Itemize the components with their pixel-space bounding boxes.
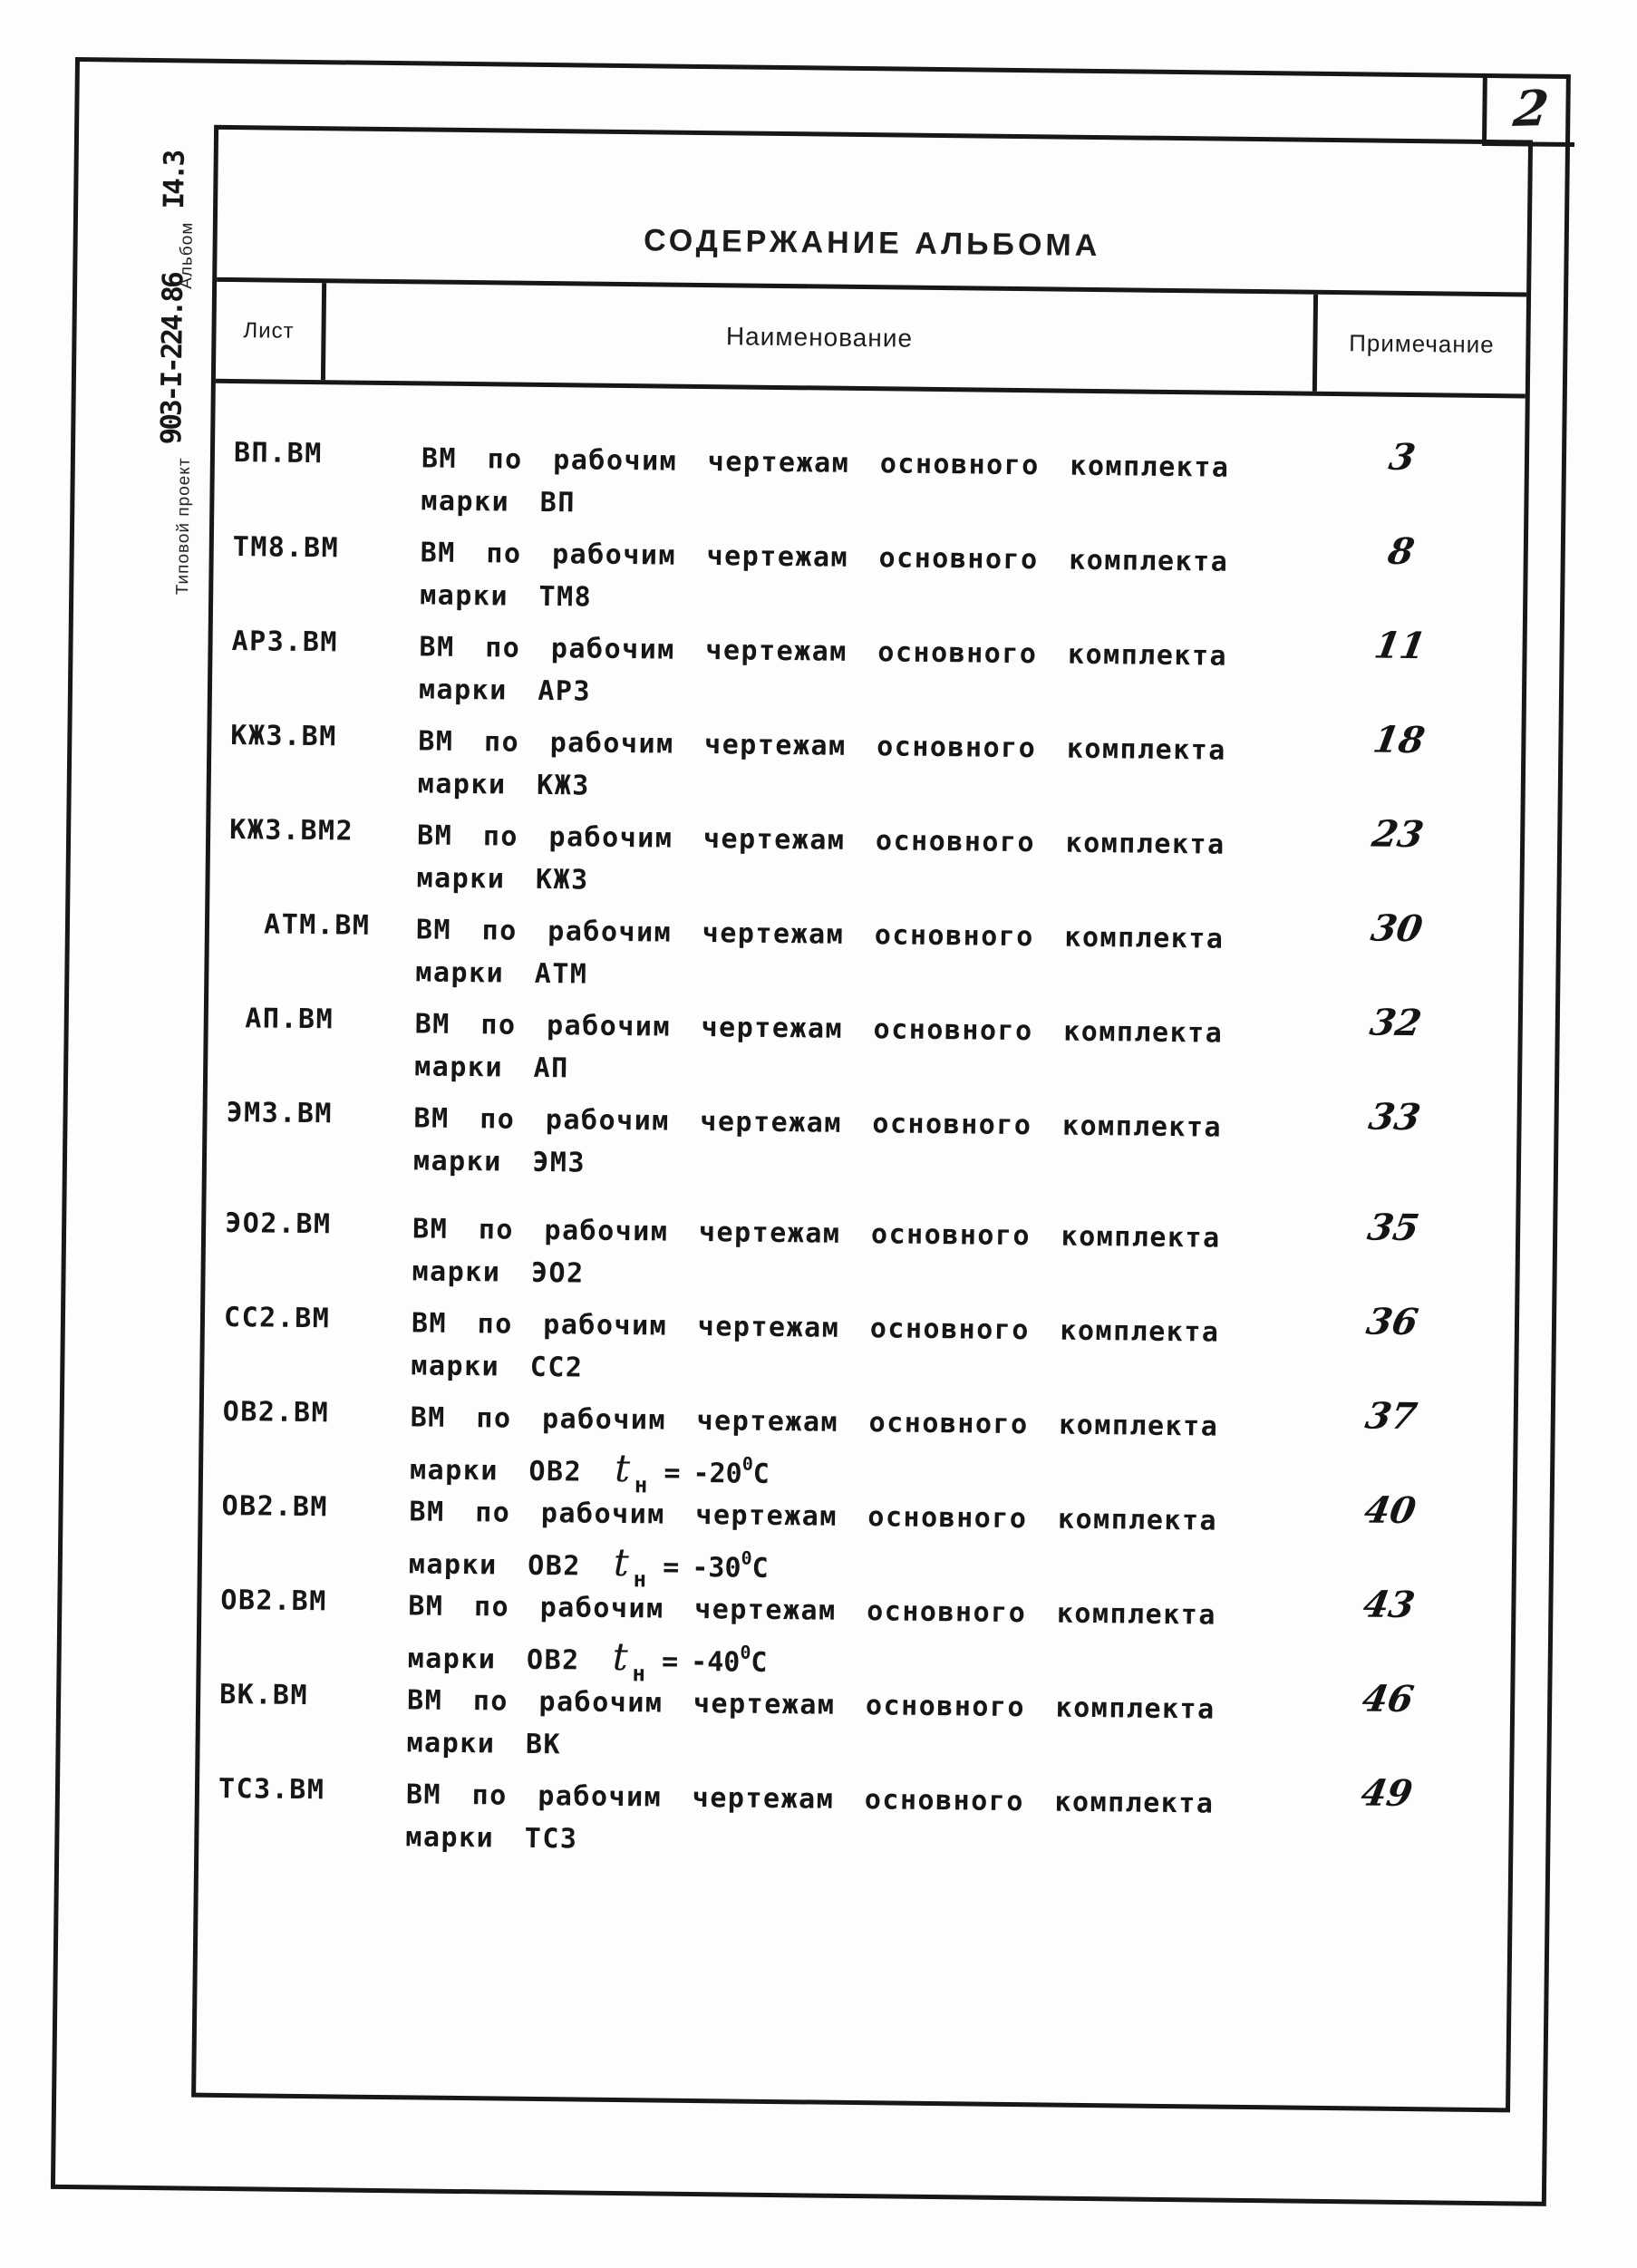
table-row <box>204 1300 1515 1410</box>
row-page-note: 46 <box>1359 1677 1418 1721</box>
table-row <box>208 1001 1518 1110</box>
row-sheet-code: СС2.ВМ <box>223 1301 331 1335</box>
row-page-note: 11 <box>1371 624 1429 668</box>
contents-table <box>191 125 1533 2113</box>
row-sheet-code: КЖ3.ВМ <box>230 720 337 753</box>
row-page-note: 23 <box>1369 812 1428 857</box>
margin-stamp-project <box>155 274 199 596</box>
row-description-line1: ВМ по рабочим чертежам основного комплекта <box>408 1590 1217 1632</box>
row-description-line1: ВМ по рабочим чертежам основного комплекта <box>421 442 1230 484</box>
row-description-line2: марки ОВ2 t $_н = -20^0С$ <box>409 1445 770 1498</box>
row-page-note: 3 <box>1386 435 1419 480</box>
row-description-line2: марки АТМ <box>415 956 588 991</box>
row-description-line1: ВМ по рабочим чертежам основного комплекта <box>420 537 1229 578</box>
temperature-formula: t $_н = -30^0С$ <box>613 1539 769 1593</box>
column-header-note: Примечание <box>1349 329 1495 359</box>
row-description <box>420 531 1229 625</box>
row-description-line2: марки ТС3 <box>405 1821 578 1856</box>
row-page-note: 36 <box>1363 1300 1421 1344</box>
column-header-name: Наименование <box>325 283 1318 392</box>
row-description-line2: марки ЭО2 <box>412 1255 585 1290</box>
row-page-note: 30 <box>1368 906 1426 951</box>
page-title: СОДЕРЖАНИЕ АЛЬБОМА <box>643 223 1101 264</box>
row-description <box>421 437 1230 531</box>
project-label: Типовой проект <box>173 457 194 596</box>
row-description <box>418 720 1227 814</box>
row-description-line1: ВМ по рабочим чертежам основного комплекта <box>405 1779 1215 1820</box>
row-description-line2: марки ОВ2 t $_н = -40^0С$ <box>407 1633 768 1687</box>
row-sheet-code: КЖ3.ВМ2 <box>228 814 354 848</box>
row-description <box>416 814 1225 908</box>
page-number: 2 <box>1510 78 1552 138</box>
row-page-note: 32 <box>1366 1001 1425 1045</box>
row-page-note: 35 <box>1364 1206 1423 1250</box>
album-number: I4.3 <box>158 151 191 209</box>
row-description-line2: марки ВК <box>406 1727 562 1761</box>
row-description <box>414 1003 1224 1097</box>
project-number: 903-I-224.86 <box>155 274 190 445</box>
table-row <box>213 529 1524 639</box>
row-page-note: 37 <box>1361 1394 1420 1439</box>
table-row <box>208 906 1519 1016</box>
table-row <box>209 812 1520 922</box>
row-description-line1: ВМ по рабочим чертежам основного комплекта <box>416 819 1225 861</box>
row-page-note: 33 <box>1365 1095 1424 1139</box>
row-description-line2: марки АП <box>413 1051 569 1085</box>
row-description-line1: ВМ по рабочим чертежам основного комплекта <box>412 1213 1221 1255</box>
row-description-line2: марки АР3 <box>418 674 592 708</box>
row-description-line2: марки ТМ8 <box>419 579 593 614</box>
row-description <box>406 1679 1216 1773</box>
row-description-line2: марки ЭМ3 <box>412 1145 586 1179</box>
table-row <box>202 1488 1513 1598</box>
row-description <box>415 908 1225 1003</box>
row-description-line1: ВМ по рабочим чертежам основного комплекта <box>419 631 1228 673</box>
row-description-line2: марки СС2 <box>411 1350 584 1384</box>
row-sheet-code: АР3.ВМ <box>231 625 339 659</box>
row-sheet-code: ТМ8.ВМ <box>232 531 340 565</box>
row-description <box>411 1302 1220 1396</box>
row-description <box>413 1097 1223 1191</box>
row-description-line1: ВМ по рабочим чертежам основного комплекта <box>410 1401 1219 1443</box>
row-description-line2: марки ОВ2 t $_н = -30^0С$ <box>408 1539 769 1593</box>
table-row <box>199 1771 1509 1881</box>
row-description <box>405 1773 1215 1867</box>
table-row <box>203 1394 1514 1504</box>
row-page-note: 40 <box>1361 1488 1419 1533</box>
row-description-line1: ВМ по рабочим чертежам основного комплекта <box>414 1008 1224 1050</box>
row-sheet-code: ВК.ВМ <box>219 1678 309 1712</box>
row-sheet-code: ЭМ3.ВМ <box>226 1096 334 1130</box>
temperature-formula: t $_н = -40^0С$ <box>612 1633 768 1687</box>
row-page-note: 18 <box>1370 718 1429 762</box>
row-description-line1: ВМ по рабочим чертежам основного комплекта <box>418 725 1227 767</box>
title-cell <box>217 130 1528 293</box>
page-number-box <box>1482 73 1575 147</box>
row-page-note: 43 <box>1360 1583 1419 1627</box>
table-row <box>205 1206 1516 1315</box>
row-description-line2: марки КЖ3 <box>416 862 589 897</box>
table-row <box>200 1583 1511 1692</box>
row-sheet-code: АТМ.ВМ <box>228 908 371 942</box>
column-header-sheet: Лист <box>216 282 326 380</box>
row-sheet-code: ВП.ВМ <box>233 437 323 470</box>
row-sheet-code: ОВ2.ВМ <box>220 1584 327 1618</box>
row-description-line1: ВМ по рабочим чертежам основного комплекта <box>409 1496 1218 1537</box>
row-description-line1: ВМ по рабочим чертежам основного комплекта <box>413 1102 1223 1144</box>
row-description-line2: марки ВП <box>421 485 576 519</box>
row-description <box>419 625 1228 720</box>
row-page-note: 49 <box>1358 1771 1416 1816</box>
row-description-line2: марки КЖ3 <box>417 768 591 802</box>
row-description-line1: ВМ по рабочим чертежам основного комплекта <box>411 1307 1220 1349</box>
row-description <box>412 1207 1221 1302</box>
album-label: Альбом <box>177 221 197 289</box>
row-sheet-code: ЭО2.ВМ <box>224 1207 332 1241</box>
table-row <box>212 624 1523 733</box>
table-row <box>210 718 1521 828</box>
row-page-note: 8 <box>1384 529 1418 574</box>
row-description-line1: ВМ по рабочим чертежам основного комплекта <box>406 1684 1216 1726</box>
table-row <box>207 1095 1517 1205</box>
row-sheet-code: ОВ2.ВМ <box>222 1395 330 1430</box>
table-body <box>199 383 1526 1881</box>
row-sheet-code: АП.ВМ <box>227 1003 334 1036</box>
temperature-formula: t $_н = -20^0С$ <box>614 1445 770 1498</box>
margin-stamp-album <box>158 151 200 289</box>
row-description-line1: ВМ по рабочим чертежам основного комплекта <box>415 914 1225 955</box>
table-header-row <box>216 277 1526 399</box>
table-row <box>199 1677 1510 1787</box>
table-row <box>214 435 1525 545</box>
row-sheet-code: ОВ2.ВМ <box>221 1489 329 1524</box>
row-sheet-code: ТС3.ВМ <box>218 1772 325 1807</box>
